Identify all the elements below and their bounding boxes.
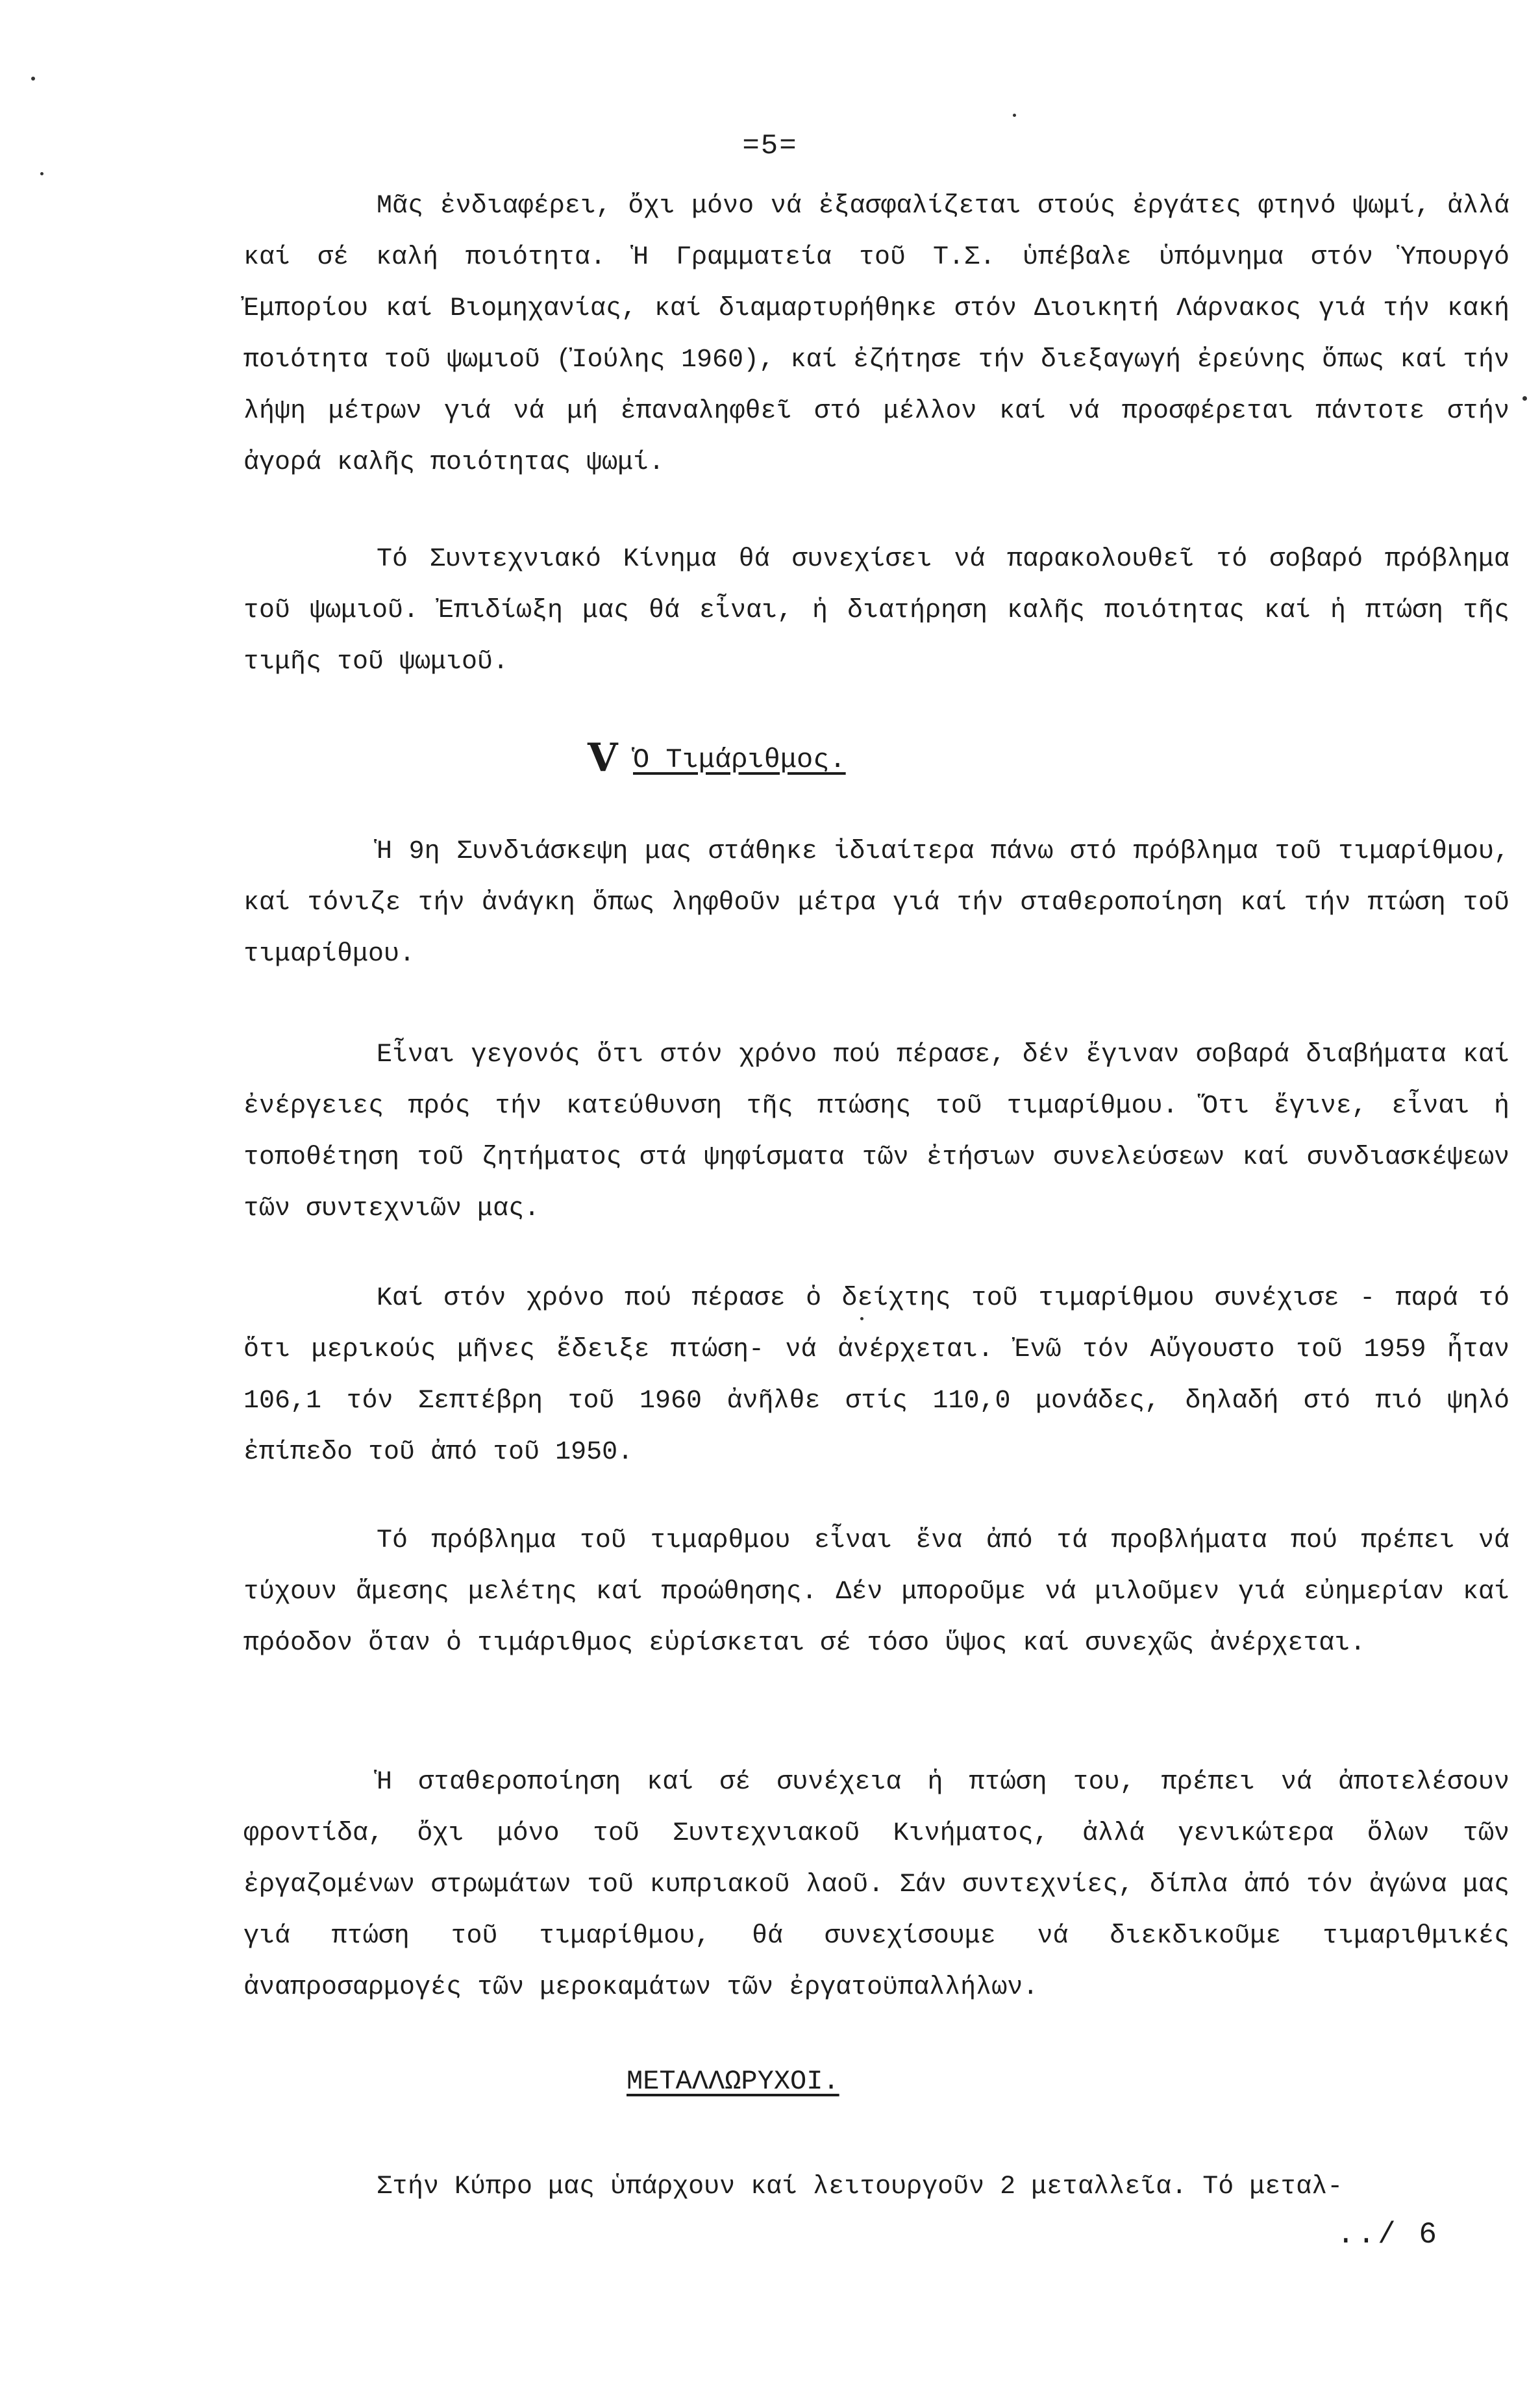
scan-speck — [1013, 114, 1016, 117]
index-conference-paragraph: Ἡ 9η Συνδιάσκεψη μας στάθηκε ἰδιαίτερα πάνω στό πρόβλημα τοῦ τιμαρίθμου, καί τόνιζε τήν ἀνάγκη ὅπως ληφθοῦν μέτρα γιά τήν σταθεροποίηση καί τήν πτώση τοῦ τιμαρίθμου. — [243, 837, 1509, 969]
section-heading-cost-of-living-index: Ὁ Τιμάριθμος. — [633, 744, 846, 775]
scan-speck — [1522, 396, 1527, 401]
section-heading-miners: ΜΕΤΑΛΛΩΡΥΧΟΙ. — [627, 2066, 839, 2097]
mining-paragraph: Στήν Κύπρο μας ὑπάρχουν καί λειτουργοῦν 2 μεταλλεῖα. Τό μεταλ- — [377, 2172, 1343, 2202]
scan-speck — [31, 77, 35, 81]
next-page-marker: ../ 6 — [1336, 2218, 1439, 2252]
page-number: =5= — [742, 130, 798, 162]
index-stabilisation-paragraph: Ἡ σταθεροποίηση καί σέ συνέχεια ἡ πτώση του, πρέπει νά ἀποτελέσουν φροντίδα, ὄχι μόνο τοῦ Συντεχνιακοῦ Κινήματος, ἀλλά γενικώτερα ὅλων τῶν ἐργαζομένων στρωμάτων τοῦ κυπριακοῦ λαοῦ. Σάν συντεχνίες, δίπλα ἀπό τόν ἀγώνα μας γιά πτώση τοῦ τιμαρίθμου, θά συνεχίσουμε νά διεκδικοῦμε τιμαριθμικές ἀναπροσαρμογές τῶν μεροκαμάτων τῶν ἐργατοϋπαλλήλων. — [243, 1768, 1509, 2002]
bread-quality-paragraph: Μᾶς ἐνδιαφέρει, ὄχι μόνο νά ἐξασφαλίζεται στούς ἐργάτες φτηνό ψωμί, ἀλλά καί σέ καλή ποιότητα. Ἡ Γραμματεία τοῦ Τ.Σ. ὑπέβαλε ὑπόμνημα στόν Ὑπουργό Ἐμπορίου καί Βιομηχανίας, καί διαμαρτυρήθηκε στόν Διοικητή Λάρνακος γιά τήν κακή ποιότητα τοῦ ψωμιοῦ (Ἰούλης 1960), καί ἐζήτησε τήν διεξαγωγή ἐρεύνης ὅπως καί τήν λήψη μέτρων γιά νά μή ἐπαναληφθεῖ στό μέλλον καί νά προσφέρεται πάντοτε στήν ἀγορά καλῆς ποιότητας ψωμί. — [243, 192, 1509, 477]
handwritten-section-mark: V — [588, 735, 618, 781]
index-trend-paragraph: Καί στόν χρόνο πού πέρασε ὁ δείχτης τοῦ τιμαρίθμου συνέχισε - παρά τό ὅτι μερικούς μῆνες ἔδειξε πτώση- νά ἀνέρχεται. Ἐνῶ τόν Αὔγουστο τοῦ 1959 ἦταν 106,1 τόν Σεπτέβρη τοῦ 1960 ἀνῆλθε στίς 110,0 μονάδες, δηλαδή στό πιό ψηλό ἐπίπεδο τοῦ ἀπό τοῦ 1950. — [243, 1284, 1509, 1467]
index-problem-paragraph: Τό πρόβλημα τοῦ τιμαρθμου εἶναι ἕνα ἀπό τά προβλήματα πού πρέπει νά τύχουν ἄμεσης μελέτης καί προώθησης. Δέν μποροῦμε νά μιλοῦμεν γιά εὐημερίαν καί πρόοδον ὅταν ὁ τιμάριθμος εὑρίσκεται σέ τόσο ὕψος καί συνεχῶς ἀνέρχεται. — [243, 1526, 1509, 1658]
scan-speck — [860, 1317, 863, 1320]
bread-price-paragraph: Τό Συντεχνιακό Κίνημα θά συνεχίσει νά παρακολουθεῖ τό σοβαρό πρόβλημα τοῦ ψωμιοῦ. Ἐπιδίωξη μας θά εἶναι, ἡ διατήρηση καλῆς ποιότητας καί ἡ πτώση τῆς τιμῆς τοῦ ψωμιοῦ. — [243, 545, 1509, 677]
index-actions-paragraph: Εἶναι γεγονός ὅτι στόν χρόνο πού πέρασε, δέν ἔγιναν σοβαρά διαβήματα καί ἐνέργειες πρός τήν κατεύθυνση τῆς πτώσης τοῦ τιμαρίθμου. Ὅτι ἔγινε, εἶναι ἡ τοποθέτηση τοῦ ζητήματος στά ψηφίσματα τῶν ἐτήσιων συνελεύσεων καί συνδιασκέψεων τῶν συντεχνιῶν μας. — [243, 1040, 1509, 1224]
scan-speck — [40, 172, 43, 175]
